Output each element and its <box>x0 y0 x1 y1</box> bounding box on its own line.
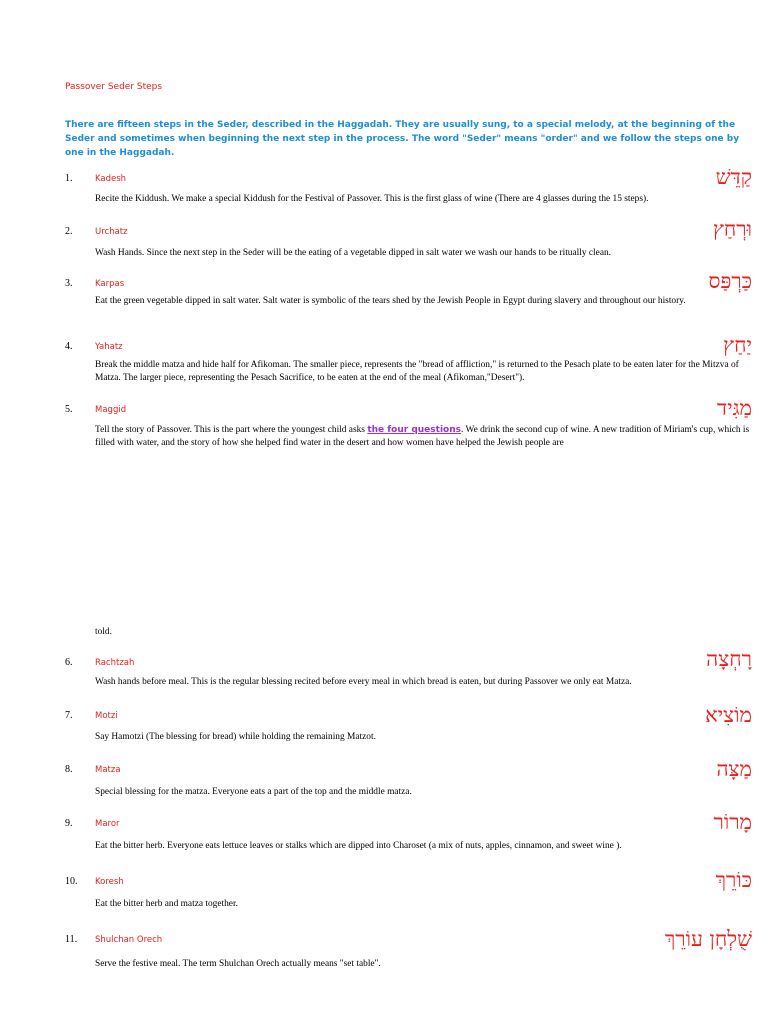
step-hebrew: רָחְצָה <box>706 647 752 671</box>
step-number: 10. <box>65 876 78 887</box>
step-description: Say Hamotzi (The blessing for bread) while holding the remaining Matzot. <box>95 732 376 742</box>
step-name: Motzi <box>95 711 118 721</box>
step-number: 7. <box>65 710 73 721</box>
desc-text: Tell the story of Passover. This is the part where the youngest child asks <box>95 425 368 435</box>
step-hebrew: שֻׁלְחָן עוֹרֵךְ <box>664 927 752 951</box>
step-description: Eat the green vegetable dipped in salt water. Salt water is symbolic of the tears shed by the Jewish People in Egypt during slavery and throughout our history. <box>95 296 686 306</box>
step-number: 4. <box>65 341 73 352</box>
step-description: Break the middle matza and hide half for Afikoman. The smaller piece, represents the "bread of affliction," is returned to the Pesach plate to be eaten later for the Mitzva of Matza. The larger piece, representing the Pesach Sacrifice, to be eaten at the end of the meal (Afikoman,"Desert"). <box>95 360 739 383</box>
step-name: Kadesh <box>95 174 127 184</box>
step-hebrew: מַצָּה <box>716 757 752 781</box>
step-name: Koresh <box>95 877 124 887</box>
step-name: Matza <box>95 765 121 775</box>
step-number: 2. <box>65 226 73 237</box>
step-hebrew: מוֹצִיא <box>705 703 752 727</box>
step-description: Serve the festive meal. The term Shulchan Orech actually means "set table". <box>95 959 381 969</box>
desc-text: . We drink the second cup of wine. A new tradition of Miriam's cup, which is filled with water, and the story of how she helped find water in the desert and how women have helped the Jewish people are <box>95 425 750 448</box>
step-number: 6. <box>65 657 73 668</box>
step-description: Eat the bitter herb. Everyone eats lettuce leaves or stalks which are dipped into Charoset (a mix of nuts, apples, cinnamon, and sweet wine ). <box>95 841 622 851</box>
step-hebrew: כַּרְפַּס <box>708 269 752 293</box>
page-title: Passover Seder Steps <box>65 82 163 92</box>
step-number: 9. <box>65 818 73 829</box>
step-hebrew: מַגִּיד <box>717 396 752 420</box>
step-name: Rachtzah <box>95 658 135 668</box>
intro-paragraph: There are fifteen steps in the Seder, described in the Haggadah. They are usually sung, to a special melody, at the beginning of the Seder and sometimes when beginning the next step in the process. The word "Seder" means "order" and we follow the steps one by one in the Haggadah. <box>65 120 740 158</box>
step-hebrew: וּרְחַץ <box>712 217 752 241</box>
step-description: Wash hands before meal. This is the regular blessing recited before every meal in which bread is eaten, but during Passover we only eat Matza. <box>95 677 632 687</box>
step-description: Recite the Kiddush. We make a special Kiddush for the Festival of Passover. This is the first glass of wine (There are 4 glasses during the 15 steps). <box>95 194 649 204</box>
step-hebrew: כּוֹרֵךְ <box>715 868 752 892</box>
step-name: Maggid <box>95 405 127 415</box>
four-questions-link[interactable]: the four questions <box>367 425 461 435</box>
step-description: Special blessing for the matza. Everyone eats a part of the top and the middle matza. <box>95 787 412 797</box>
step-hebrew: מָרוֹר <box>713 810 752 834</box>
step-number: 1. <box>65 173 73 184</box>
step-number: 11. <box>65 934 78 945</box>
step-name: Karpas <box>95 279 125 289</box>
step-number: 3. <box>65 278 73 289</box>
step-description-continued: told. <box>95 627 112 637</box>
step-description: Eat the bitter herb and matza together. <box>95 899 238 909</box>
step-number: 5. <box>65 404 73 415</box>
step-name: Urchatz <box>95 227 128 237</box>
step-number: 8. <box>65 764 73 775</box>
step-name: Shulchan Orech <box>95 935 163 945</box>
step-name: Maror <box>95 819 120 829</box>
step-hebrew: יַחַץ <box>723 333 752 357</box>
step-hebrew: קַדֵּשׁ <box>715 165 752 189</box>
step-description <box>95 424 755 449</box>
step-name: Yahatz <box>95 342 123 352</box>
step-description: Wash Hands. Since the next step in the Seder will be the eating of a vegetable dipped in salt water we wash our hands to be ritually clean. <box>95 248 612 258</box>
